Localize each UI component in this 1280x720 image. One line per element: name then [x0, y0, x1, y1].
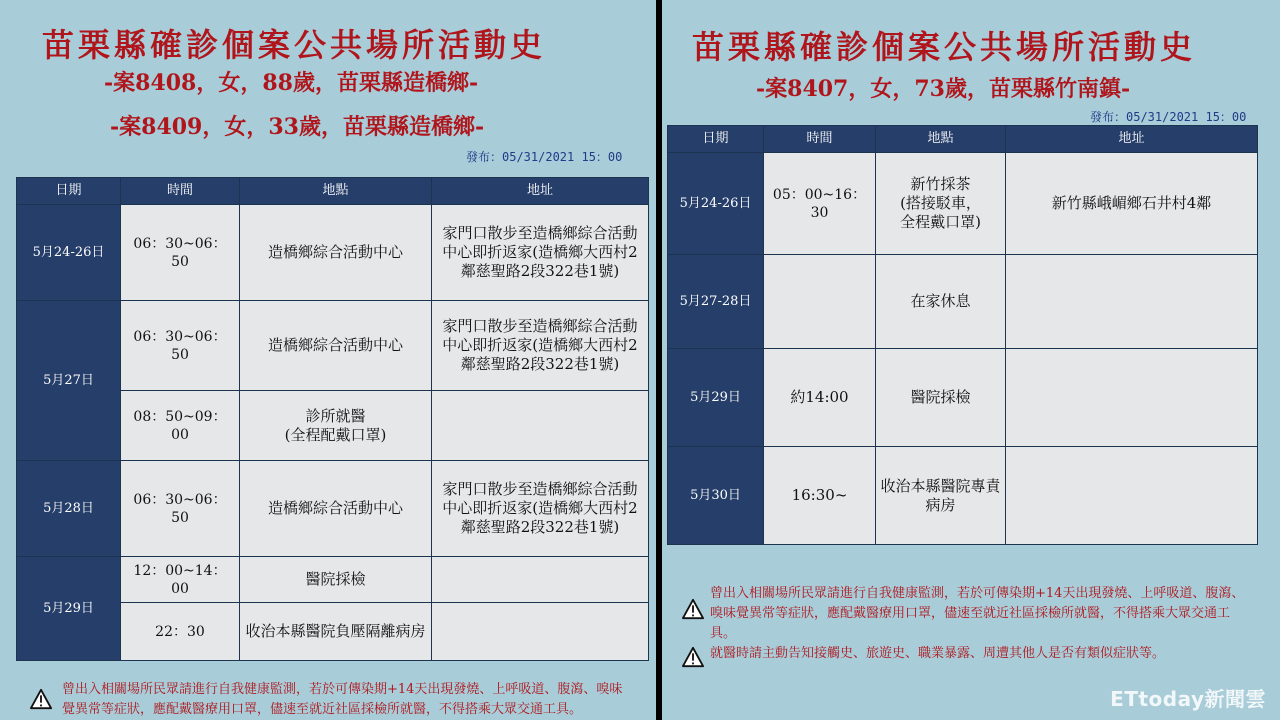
header-address: 地址	[1006, 126, 1258, 153]
activity-table	[667, 125, 1258, 545]
ettoday-watermark-logo: ETtoday新聞雲	[1110, 687, 1266, 711]
place-cell: 醫院採檢	[240, 557, 432, 603]
time-cell: 06：30~06：50	[121, 205, 240, 301]
place-cell: 新竹採茶 (搭接駁車， 全程戴口罩)	[876, 153, 1006, 255]
activity-table	[16, 177, 649, 661]
medical-notice: 就醫時請主動告知接觸史、旅遊史、職業暴露、周遭其他人是否有類似症狀等。	[710, 646, 1166, 661]
address-cell	[1006, 349, 1258, 447]
date-cell: 5月24-26日	[668, 153, 764, 255]
time-cell: 08：50~09：00	[121, 391, 240, 461]
place-cell: 造橋鄉綜合活動中心	[240, 301, 432, 391]
date-cell: 5月29日	[17, 557, 121, 661]
place-cell: 收治本縣醫院專責病房	[876, 447, 1006, 545]
header-time: 時間	[764, 126, 876, 153]
place-cell: 造橋鄉綜合活動中心	[240, 205, 432, 301]
address-cell	[432, 557, 649, 603]
case-subtitle-8408: -案8408，女，88歲，苗栗縣造橋鄉-	[104, 70, 479, 96]
place-cell: 醫院採檢	[876, 349, 1006, 447]
header-date: 日期	[668, 126, 764, 153]
table-row	[668, 255, 1258, 349]
publish-time: 發布：05/31/2021 15：00	[1090, 110, 1247, 124]
date-cell: 5月30日	[668, 447, 764, 545]
time-cell: 06：30~06：50	[121, 461, 240, 557]
header-place: 地點	[876, 126, 1006, 153]
table-row	[668, 153, 1258, 255]
address-cell	[1006, 255, 1258, 349]
time-cell: 05：00~16：30	[764, 153, 876, 255]
time-cell	[764, 255, 876, 349]
date-cell: 5月24-26日	[17, 205, 121, 301]
address-cell: 家門口散步至造橋鄉綜合活動中心即折返家(造橋鄉大西村2鄰慈聖路2段322巷1號)	[432, 301, 649, 391]
date-cell: 5月29日	[668, 349, 764, 447]
warning-triangle-icon	[30, 688, 52, 710]
header-date: 日期	[17, 178, 121, 205]
address-cell	[432, 603, 649, 661]
place-cell: 收治本縣醫院負壓隔離病房	[240, 603, 432, 661]
table-row	[17, 557, 649, 603]
address-cell: 家門口散步至造橋鄉綜合活動中心即折返家(造橋鄉大西村2鄰慈聖路2段322巷1號)	[432, 205, 649, 301]
time-cell: 22：30	[121, 603, 240, 661]
time-cell: 16:30~	[764, 447, 876, 545]
header-time: 時間	[121, 178, 240, 205]
header-address: 地址	[432, 178, 649, 205]
publish-time: 發布：05/31/2021 15：00	[466, 150, 623, 164]
place-cell: 診所就醫 (全程配戴口罩)	[240, 391, 432, 461]
time-cell: 約14:00	[764, 349, 876, 447]
health-notice: 曾出入相關場所民眾請進行自我健康監測，若於可傳染期+14天出現發燒、上呼吸道、腹瀉、嗅味覺異常等症狀，應配戴醫療用口罩，儘速至就近社區採檢所就醫，不得搭乘大眾交通工具。	[62, 682, 623, 717]
address-cell: 新竹縣峨嵋鄉石井村4鄰	[1006, 153, 1258, 255]
right-poster	[662, 0, 1280, 720]
time-cell: 12：00~14：00	[121, 557, 240, 603]
place-cell: 在家休息	[876, 255, 1006, 349]
poster-title: 苗栗縣確診個案公共場所活動史	[42, 26, 547, 64]
table-row	[668, 349, 1258, 447]
table-row	[17, 461, 649, 557]
case-subtitle-8409: -案8409，女，33歲，苗栗縣造橋鄉-	[110, 114, 485, 140]
warning-triangle-icon	[682, 646, 704, 668]
poster-title: 苗栗縣確診個案公共場所活動史	[692, 28, 1197, 66]
header-place: 地點	[240, 178, 432, 205]
time-cell: 06：30~06：50	[121, 301, 240, 391]
date-cell: 5月27日	[17, 301, 121, 461]
warning-triangle-icon	[682, 598, 704, 620]
table-row	[17, 205, 649, 301]
table-row	[668, 447, 1258, 545]
date-cell: 5月28日	[17, 461, 121, 557]
case-subtitle-8407: -案8407，女，73歲，苗栗縣竹南鎮-	[756, 76, 1131, 102]
table-row	[17, 301, 649, 391]
health-notice: 曾出入相關場所民眾請進行自我健康監測，若於可傳染期+14天出現發燒、上呼吸道、腹瀉、嗅味覺異常等症狀，應配戴醫療用口罩，儘速至就近社區採檢所就醫，不得搭乘大眾交通工具。	[710, 586, 1245, 641]
address-cell	[432, 391, 649, 461]
address-cell: 家門口散步至造橋鄉綜合活動中心即折返家(造橋鄉大西村2鄰慈聖路2段322巷1號)	[432, 461, 649, 557]
place-cell: 造橋鄉綜合活動中心	[240, 461, 432, 557]
address-cell	[1006, 447, 1258, 545]
date-cell: 5月27-28日	[668, 255, 764, 349]
